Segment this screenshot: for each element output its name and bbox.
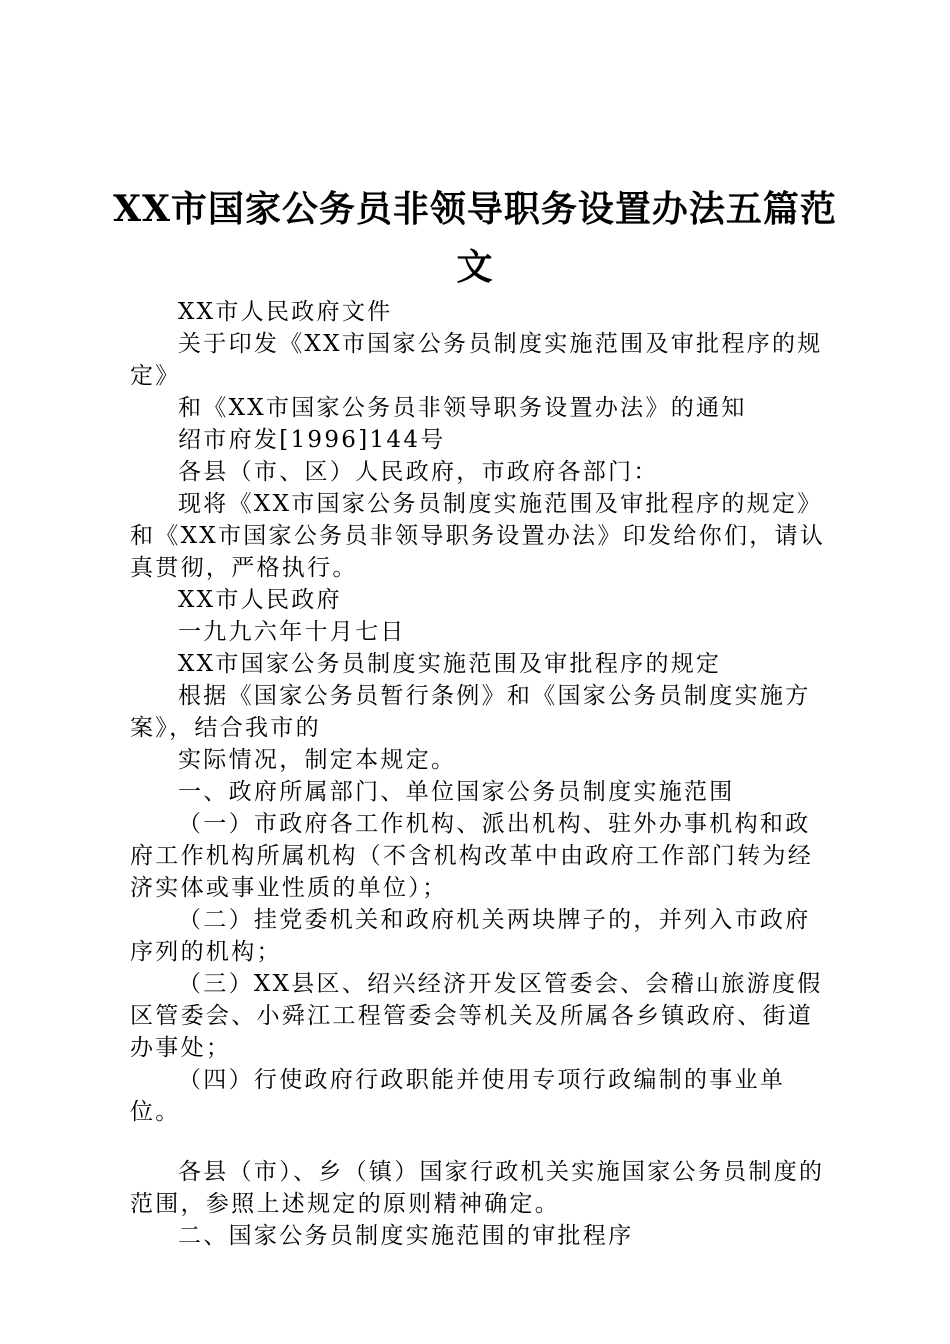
paragraph-notice-body: 现将《XX市国家公务员制度实施范围及审批程序的规定》和《XX市国家公务员非领导职务设置办法》印发给你们，请认真贯彻，严格执行。 (130, 491, 826, 581)
document-body (130, 296, 834, 1252)
paragraph-county-scope: 各县（市）、乡（镇）国家行政机关实施国家公务员制度的范围，参照上述规定的原则精神确定。 (130, 1159, 825, 1217)
paragraph-item-1: （一）市政府各工作机构、派出机构、驻外办事机构和政府工作机构所属机构（不含机构改革中由政府工作部门转为经济实体或事业性质的单位）； (130, 811, 814, 901)
paragraph-notice-title-2: 和《XX市国家公务员非领导职务设置办法》的通知 (178, 395, 747, 421)
paragraph-section-1-heading: 一、政府所属部门、单位国家公务员制度实施范围 (178, 779, 735, 805)
paragraph-document-number: 绍市府发[1996]144号 (178, 427, 446, 453)
paragraph-signature: XX市人民政府 (178, 587, 342, 613)
paragraph-basis-cont: 实际情况，制定本规定。 (178, 747, 457, 773)
paragraph-item-4: （四）行使政府行政职能并使用专项行政编制的事业单位。 (130, 1067, 786, 1125)
paragraph-item-3: （三）XX县区、绍兴经济开发区管委会、会稽山旅游度假区管委会、小舜江工程管委会等机关及所属各乡镇政府、街道办事处； (130, 971, 823, 1061)
document-title: XX市国家公务员非领导职务设置办法五篇范文 (113, 188, 837, 288)
paragraph-gap (130, 1128, 834, 1156)
paragraph-item-2: （二）挂党委机关和政府机关两块牌子的，并列入市政府序列的机构； (130, 907, 811, 965)
paragraph-issuer: XX市人民政府文件 (178, 299, 393, 325)
paragraph-section-2-heading: 二、国家公务员制度实施范围的审批程序 (178, 1223, 634, 1249)
paragraph-addressee: 各县（市、区）人民政府，市政府各部门： (178, 459, 659, 485)
paragraph-notice-title-1: 关于印发《XX市国家公务员制度实施范围及审批程序的规定》 (130, 331, 823, 389)
paragraph-date: 一九九六年十月七日 (178, 619, 406, 645)
paragraph-regulation-title: XX市国家公务员制度实施范围及审批程序的规定 (178, 651, 722, 677)
paragraph-basis: 根据《国家公务员暂行条例》和《国家公务员制度实施方案》，结合我市的 (130, 683, 811, 741)
